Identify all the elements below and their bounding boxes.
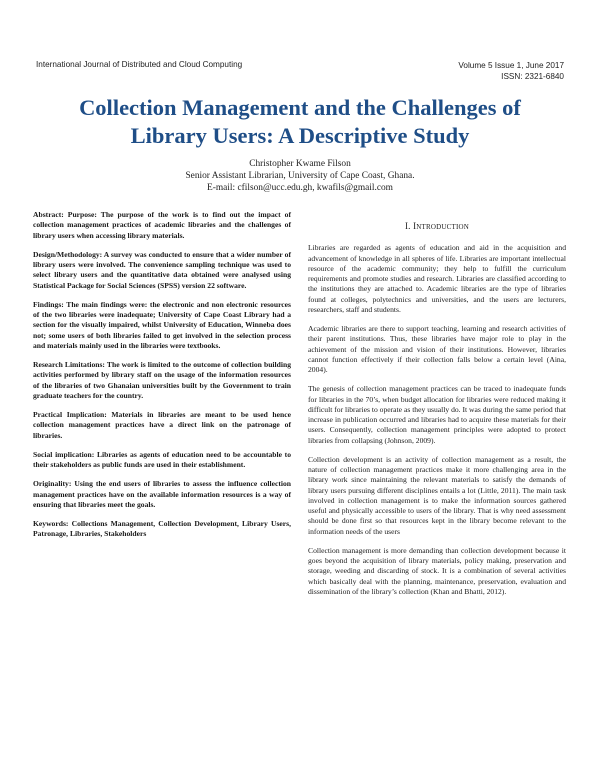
abstract-findings: Findings: The main findings were: the electronic and non electronic resources of the two libraries were inadequate; University of Cape Coast Library had a section for the visually impaired, whilst University of Education, Winneba does not; some users of both libraries failed to get involved in the selection process and materials mainly used in the libraries were textbooks. xyxy=(33,299,291,350)
abstract-social: Social implication: Libraries as agents of education need to be accountable to their stakeholders as public funds are used in their establishment. xyxy=(33,449,291,469)
abstract-purpose: Abstract: Purpose: The purpose of the work is to find out the impact of collection management practices of academic libraries and the challenges of library users when accessing library materials. xyxy=(33,210,291,240)
intro-paragraph: The genesis of collection management practices can be traced to inadequate funds for libraries in the 70’s, when budget allocation for libraries were reduced making it difficult for libraries to operate as they usually do. It was during the same period that increase in publication occurred and libraries had to acquire these materials for their users. Consequently, collection management principles were adopted to protect libraries from collapsing (Johnson, 2009). xyxy=(308,384,566,445)
author-block xyxy=(40,158,560,194)
intro-paragraph: Academic libraries are there to support teaching, learning and research activities of their parent institutions. Thus, these libraries have major role to play in the achievement of the mission and vision of their institutions. However, libraries cannot function effectively if their collection falls below a certain level (Aina, 2004). xyxy=(308,324,566,374)
title-line-1: Collection Management and the Challenges of xyxy=(79,95,521,120)
abstract-practical: Practical Implication: Materials in libraries are meant to be used hence collection management practices have a direct link on the patronage of libraries. xyxy=(33,410,291,440)
volume-issue: Volume 5 Issue 1, June 2017 xyxy=(458,61,564,70)
abstract-methodology: Design/Methodology: A survey was conducted to ensure that a wider number of library users were involved. The convenience sampling technique was used to select library users and the quantitative data obtained were analysed using Statistical Package for Social Sciences (SPSS) version 22 software. xyxy=(33,249,291,290)
keywords: Keywords: Collections Management, Collection Development, Library Users, Patronage, Libraries, Stakeholders xyxy=(33,519,291,539)
section-heading xyxy=(308,221,566,232)
intro-paragraph: Collection management is more demanding than collection development because it goes beyond the acquisition of library materials, policy making, preservation and storage, weeding and discarding of stock. It is a combination of several activities which basically deal with the planning, maintenance, preservation, evaluation and dissemination of the library’s collection (Khan and Bhatti, 2012). xyxy=(308,545,566,596)
author-affiliation: Senior Assistant Librarian, University of Cape Coast, Ghana. xyxy=(185,171,415,181)
intro-paragraph: Libraries are regarded as agents of education and aid in the acquisition and advancement of knowledge in all spheres of life. Libraries are important intellectual resource of the academic community; they help to fulfill the curriculum requirements and promote studies and research. Libraries are classified according to the institutions they are attached to. Academic libraries are the type of libraries found at colleges, polytechnics and universities, and the users are lecturers, researchers, staff and students. xyxy=(308,243,566,314)
author-email: E-mail: cfilson@ucc.edu.gh, kwafils@gmail.com xyxy=(207,183,393,193)
journal-name: International Journal of Distributed and Cloud Computing xyxy=(36,60,243,69)
issue-info xyxy=(458,60,564,82)
abstract-column xyxy=(33,210,291,549)
author-name: Christopher Kwame Filson xyxy=(249,159,351,169)
intro-paragraph: Collection development is an activity of collection management as a result, the nature of collection management practices make it more challenging area in the library work since maintaining the relevant materials to satisfy the demands of library users pursuing different disciplines entails a lot (Little, 2011). The main task involved in collection management is to make the information sources gathered useful and physically accessible to users of the library. That is why need assessment should be done first so that resources kept in the library become relevant to the information needs of the users xyxy=(308,454,566,536)
introduction-column xyxy=(308,221,566,606)
abstract-originality: Originality: Using the end users of libraries to assess the influence collection management practices have on the available information resources is a way of ensuring that libraries meet the goals. xyxy=(33,479,291,509)
heading-text: NTRODUCTION xyxy=(416,223,470,231)
title-line-2: Library Users: A Descriptive Study xyxy=(130,123,470,148)
abstract-limitations: Research Limitations: The work is limited to the outcome of collection building activities performed by library staff on the usage of the information resources of the libraries of two Ghanaian universities built by the Government to train graduate teachers for the country. xyxy=(33,360,291,400)
heading-number: I. I xyxy=(404,221,417,231)
paper-title xyxy=(40,94,560,150)
issn: ISSN: 2321-6840 xyxy=(501,72,564,81)
